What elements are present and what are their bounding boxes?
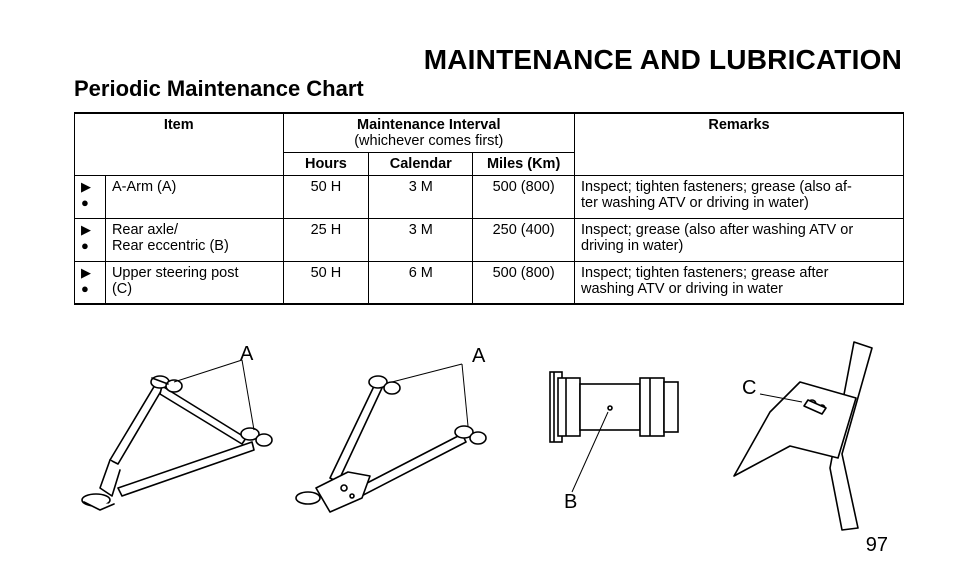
triangle-icon: ▶ — [81, 179, 91, 194]
header-remarks: Remarks — [575, 113, 904, 176]
remarks-text-2: washing ATV or driving in water — [581, 281, 784, 297]
header-interval-label: Maintenance Interval — [357, 117, 501, 133]
item-text-2: Rear eccentric (B) — [111, 238, 229, 254]
header-miles: Miles (Km) — [473, 153, 575, 176]
item-cell — [105, 176, 283, 219]
steering-post-figure — [730, 338, 880, 534]
triangle-icon: ▶ — [81, 265, 91, 280]
miles-cell: 250 (400) — [473, 219, 575, 262]
miles-cell: 500 (800) — [473, 262, 575, 304]
hours-cell: 25 H — [283, 219, 369, 262]
page-number: 97 — [865, 534, 888, 556]
section-title: MAINTENANCE AND LUBRICATION — [423, 44, 902, 75]
label-b: B — [564, 491, 578, 513]
a-arm-figure-2 — [286, 338, 500, 524]
circle-icon: ● — [81, 281, 89, 296]
remarks-cell — [575, 219, 904, 262]
label-a-1: A — [240, 343, 254, 365]
header-calendar: Calendar — [369, 153, 473, 176]
symbol-cell — [75, 262, 106, 304]
remarks-cell — [575, 262, 904, 304]
calendar-cell: 3 M — [369, 219, 473, 262]
triangle-icon: ▶ — [81, 222, 91, 237]
maintenance-table — [74, 112, 904, 305]
chart-title: Periodic Maintenance Chart — [74, 76, 364, 101]
a-arm-figure-1 — [70, 338, 290, 524]
hours-cell: 50 H — [283, 176, 369, 219]
calendar-cell: 3 M — [369, 176, 473, 219]
header-maintenance-interval — [283, 113, 575, 153]
item-text: Upper steering post — [111, 265, 239, 281]
label-a-2: A — [472, 345, 486, 367]
table-row — [75, 219, 904, 262]
symbol-cell — [75, 176, 106, 219]
header-interval-note: (whichever comes first) — [354, 133, 504, 149]
table-row — [75, 262, 904, 304]
rear-eccentric-figure — [540, 360, 690, 520]
circle-icon: ● — [81, 195, 89, 210]
item-text-2: (C) — [111, 281, 133, 297]
circle-icon: ● — [81, 238, 89, 253]
item-text: Rear axle/ — [111, 222, 179, 238]
remarks-cell — [575, 176, 904, 219]
remarks-text: Inspect; tighten fasteners; grease (also af- — [581, 179, 852, 195]
label-c: C — [742, 377, 757, 399]
item-cell — [105, 219, 283, 262]
calendar-cell: 6 M — [369, 262, 473, 304]
table-row — [75, 176, 904, 219]
remarks-text-2: driving in water) — [581, 238, 684, 254]
symbol-cell — [75, 219, 106, 262]
item-text: A-Arm (A) — [111, 179, 177, 195]
remarks-text-2: ter washing ATV or driving in water) — [581, 195, 809, 211]
item-cell — [105, 262, 283, 304]
remarks-text: Inspect; grease (also after washing ATV or — [581, 222, 854, 238]
header-hours: Hours — [283, 153, 369, 176]
header-item: Item — [75, 113, 284, 176]
miles-cell: 500 (800) — [473, 176, 575, 219]
remarks-text: Inspect; tighten fasteners; grease after — [581, 265, 829, 281]
hours-cell: 50 H — [283, 262, 369, 304]
